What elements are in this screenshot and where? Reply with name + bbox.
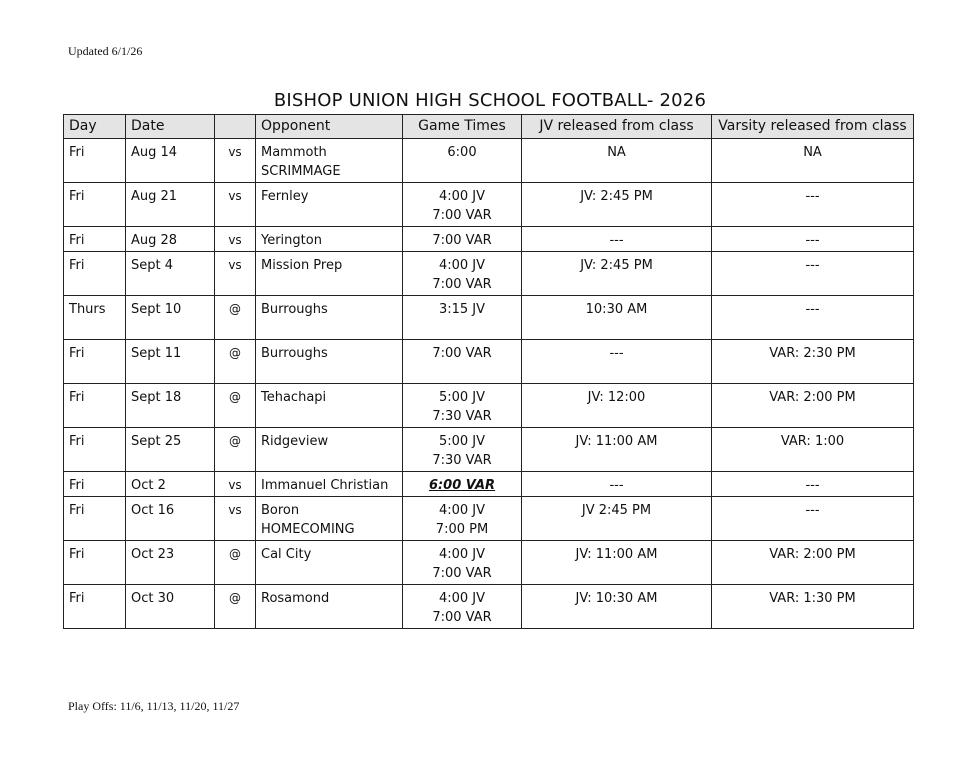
date-cell: Sept 4 [126, 252, 215, 296]
table-row [64, 227, 914, 252]
day-cell: Fri [64, 541, 126, 585]
header-row [64, 115, 914, 139]
venue-cell: @ [215, 384, 256, 428]
date-cell: Sept 10 [126, 296, 215, 340]
opponent-cell: Mammoth SCRIMMAGE [256, 139, 403, 183]
jv-release-cell: JV: 2:45 PM [522, 252, 712, 296]
game-times-cell: 4:00 JV 7:00 PM [403, 497, 522, 541]
table-row [64, 384, 914, 428]
opponent-cell: Burroughs [256, 296, 403, 340]
table-row [64, 296, 914, 340]
jv-release-cell: --- [522, 472, 712, 497]
date-cell: Sept 11 [126, 340, 215, 384]
opponent-cell: Burroughs [256, 340, 403, 384]
day-cell: Fri [64, 340, 126, 384]
header-game-times: Game Times [403, 115, 522, 139]
table-row [64, 497, 914, 541]
jv-release-cell: 10:30 AM [522, 296, 712, 340]
opponent-cell: Mission Prep [256, 252, 403, 296]
opponent-cell: Immanuel Christian [256, 472, 403, 497]
table-row [64, 428, 914, 472]
game-times-cell: 3:15 JV [403, 296, 522, 340]
updated-date: Updated 6/1/26 [68, 44, 143, 58]
jv-release-cell: JV: 10:30 AM [522, 585, 712, 629]
day-cell: Fri [64, 227, 126, 252]
game-times-cell: 4:00 JV 7:00 VAR [403, 541, 522, 585]
day-cell: Fri [64, 585, 126, 629]
date-cell: Sept 25 [126, 428, 215, 472]
table-row [64, 472, 914, 497]
header-venue [215, 115, 256, 139]
opponent-cell: Ridgeview [256, 428, 403, 472]
opponent-cell: Yerington [256, 227, 403, 252]
venue-cell: @ [215, 585, 256, 629]
venue-cell: @ [215, 541, 256, 585]
table-row [64, 340, 914, 384]
varsity-release-cell: --- [712, 252, 914, 296]
venue-cell: vs [215, 183, 256, 227]
day-cell: Thurs [64, 296, 126, 340]
varsity-release-cell: VAR: 2:30 PM [712, 340, 914, 384]
jv-release-cell: JV: 2:45 PM [522, 183, 712, 227]
table-row [64, 139, 914, 183]
venue-cell: vs [215, 227, 256, 252]
varsity-release-cell: VAR: 1:00 [712, 428, 914, 472]
date-cell: Aug 21 [126, 183, 215, 227]
game-times-cell: 5:00 JV 7:30 VAR [403, 384, 522, 428]
header-varsity-release: Varsity released from class [712, 115, 914, 139]
opponent-cell: Rosamond [256, 585, 403, 629]
game-times-cell: 4:00 JV 7:00 VAR [403, 585, 522, 629]
varsity-release-cell: --- [712, 472, 914, 497]
day-cell: Fri [64, 139, 126, 183]
day-cell: Fri [64, 497, 126, 541]
day-cell: Fri [64, 183, 126, 227]
game-times-cell: 7:00 VAR [403, 340, 522, 384]
table-row [64, 183, 914, 227]
day-cell: Fri [64, 472, 126, 497]
header-date: Date [126, 115, 215, 139]
varsity-release-cell: NA [712, 139, 914, 183]
jv-release-cell: --- [522, 227, 712, 252]
venue-cell: @ [215, 296, 256, 340]
opponent-cell: Tehachapi [256, 384, 403, 428]
date-cell: Sept 18 [126, 384, 215, 428]
table-row [64, 252, 914, 296]
varsity-release-cell: VAR: 1:30 PM [712, 585, 914, 629]
venue-cell: vs [215, 252, 256, 296]
playoff-dates: Play Offs: 11/6, 11/13, 11/20, 11/27 [68, 699, 240, 713]
varsity-release-cell: VAR: 2:00 PM [712, 541, 914, 585]
emphasized-game-time: 6:00 VAR [428, 478, 496, 493]
game-times-cell: 7:00 VAR [403, 227, 522, 252]
date-cell: Aug 14 [126, 139, 215, 183]
venue-cell: @ [215, 340, 256, 384]
varsity-release-cell: --- [712, 227, 914, 252]
varsity-release-cell: --- [712, 183, 914, 227]
jv-release-cell: --- [522, 340, 712, 384]
game-times-cell: 4:00 JV 7:00 VAR [403, 252, 522, 296]
date-cell: Oct 23 [126, 541, 215, 585]
jv-release-cell: JV 2:45 PM [522, 497, 712, 541]
opponent-cell: Cal City [256, 541, 403, 585]
jv-release-cell: JV: 11:00 AM [522, 428, 712, 472]
venue-cell: vs [215, 472, 256, 497]
table-row [64, 541, 914, 585]
venue-cell: vs [215, 497, 256, 541]
jv-release-cell: NA [522, 139, 712, 183]
day-cell: Fri [64, 384, 126, 428]
day-cell: Fri [64, 252, 126, 296]
jv-release-cell: JV: 12:00 [522, 384, 712, 428]
date-cell: Oct 2 [126, 472, 215, 497]
header-opponent: Opponent [256, 115, 403, 139]
game-times-cell: 6:00 [403, 139, 522, 183]
header-jv-release: JV released from class [522, 115, 712, 139]
header-day: Day [64, 115, 126, 139]
opponent-cell: Boron HOMECOMING [256, 497, 403, 541]
day-cell: Fri [64, 428, 126, 472]
varsity-release-cell: VAR: 2:00 PM [712, 384, 914, 428]
game-times-cell [403, 472, 522, 497]
game-times-cell: 5:00 JV 7:30 VAR [403, 428, 522, 472]
page-title: BISHOP UNION HIGH SCHOOL FOOTBALL- 2026 [273, 90, 707, 111]
venue-cell: @ [215, 428, 256, 472]
venue-cell: vs [215, 139, 256, 183]
football-schedule-table [63, 114, 914, 629]
jv-release-cell: JV: 11:00 AM [522, 541, 712, 585]
game-times-cell: 4:00 JV 7:00 VAR [403, 183, 522, 227]
date-cell: Aug 28 [126, 227, 215, 252]
date-cell: Oct 30 [126, 585, 215, 629]
varsity-release-cell: --- [712, 497, 914, 541]
opponent-cell: Fernley [256, 183, 403, 227]
table-row [64, 585, 914, 629]
varsity-release-cell: --- [712, 296, 914, 340]
date-cell: Oct 16 [126, 497, 215, 541]
